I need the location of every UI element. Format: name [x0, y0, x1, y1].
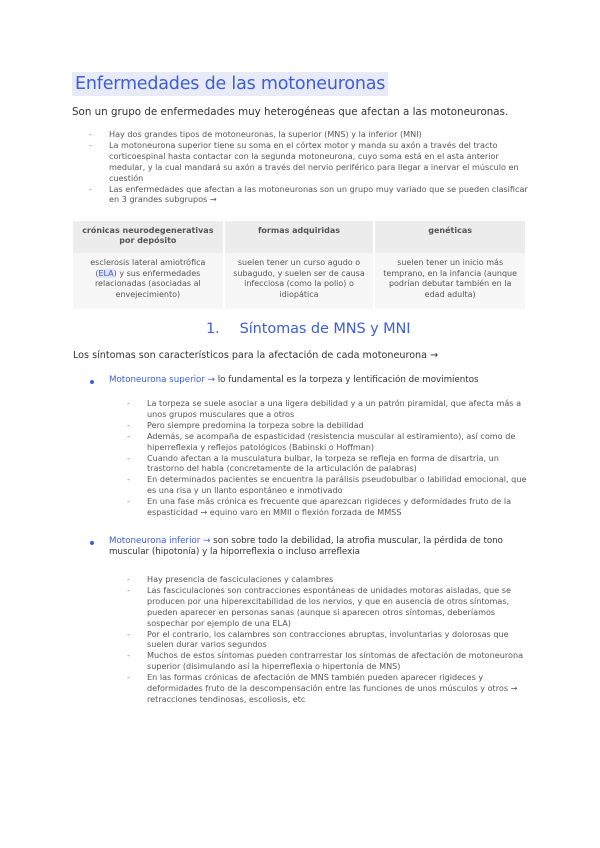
inferior-list [147, 574, 527, 705]
intro-paragraph: Son un grupo de enfermedades muy heterogéneas que afectan a las motoneuronas. [72, 106, 509, 118]
bullet-text [109, 536, 519, 559]
bullet-body: lo fundamental es la torpeza y lentificación de movimientos [214, 375, 479, 385]
list-item: - En las formas crónicas de afectación de MNS también pueden aparecer rigideces y deformidades fruto de la descompensación entre las funciones de unos músculos y otros → retracciones tendinosas, escoliosis, etc [147, 672, 527, 705]
subgroups-table [73, 221, 525, 309]
list-item: - Las enfermedades que afectan a las motoneuronas son un grupo muy variado que se pueden clasificar en 3 grandes subgrupos → [109, 184, 529, 206]
table-header: genéticas [374, 221, 525, 253]
table-header: formas adquiridas [224, 221, 375, 253]
table-cell: suelen tener un curso agudo o subagudo, y suelen ser de causa infecciosa (como la polio) o idiopática [224, 253, 375, 309]
bullet-dot [90, 380, 94, 384]
list-item: - En una fase más crónica es frecuente que aparezcan rigideces y deformidades fruto de la espasticidad → equino varo en MMII o flexión forzada de MMSS [147, 496, 527, 518]
ela-highlight: ELA [98, 268, 114, 278]
title-wrap [72, 72, 388, 96]
superior-bullet [109, 375, 519, 386]
list-item: - La torpeza se suele asociar a una ligera debilidad y a un patrón piramidal, que afecta más a unos grupos musculares que a otros [147, 398, 527, 420]
section-intro: Los síntomas son característicos para la afectación de cada motoneurona → [73, 350, 439, 361]
table-header: crónicas neurodegenerativas por depósito [73, 221, 224, 253]
bullet-text [109, 375, 519, 386]
cell-text: ) y sus enfermedades relacionadas (asociadas al envejecimiento) [94, 268, 201, 299]
list-item: - La motoneurona superior tiene su soma en el córtex motor y manda su axón a través del tracto corticoespinal hasta contactar con la segunda motoneurona, cuyo soma está en el asta anterior medular, y la cual mandará su axón a través del nervio periférico para llegar a inervar el músculo en cuestión [109, 140, 529, 184]
page-title: Enfermedades de las motoneuronas [72, 72, 388, 96]
list-item: - Las fasciculaciones son contracciones espontáneas de unidades motoras aisladas, que se producen por una hiperexcitabilidad de los nervios, y que en ausencia de otros síntomas, pueden aparecer en personas sanas (aunque si aparecen otros síntomas, deberíamos sospechar por ejemplo de una ELA) [147, 585, 527, 629]
list-item: - Hay presencia de fasciculaciones y calambres [147, 574, 527, 585]
table-cell [73, 253, 224, 309]
list-item: - Cuando afectan a la musculatura bulbar, la torpeza se refleja en forma de disartria, un trastorno del habla (concretamente de la articulación de palabras) [147, 453, 527, 475]
superior-list [147, 398, 527, 518]
keyword-superior: Motoneurona superior → [109, 375, 215, 385]
bullet-body: son sobre todo la debilidad, la atrofia muscular, la pérdida de tono muscular (hipotonía) y la hiporreflexia o incluso arreflexia [109, 536, 503, 558]
table-cell: suelen tener un inicio más temprano, en la infancia (aunque podrían debutar también en la edad adulta) [374, 253, 525, 309]
list-item: - Hay dos grandes tipos de motoneuronas, la superior (MNS) y la inferior (MNI) [109, 129, 529, 140]
keyword-inferior: Motoneurona inferior → [109, 536, 211, 546]
intro-list [109, 129, 529, 205]
list-item: - En determinados pacientes se encuentra la parálisis pseudobulbar o labilidad emocional, que es una risa y un llanto espontáneo e inmotivado [147, 474, 527, 496]
list-item: - Además, se acompaña de espasticidad (resistencia muscular al estiramiento), así como de hiperreflexia y reflejos patológicos (Babinski o Hoffman) [147, 431, 527, 453]
bullet-dot [90, 541, 94, 545]
section-title: Síntomas de MNS y MNI [239, 321, 411, 337]
cell-text: esclerosis lateral amiotrófica ( [90, 258, 206, 278]
list-item: - Pero siempre predomina la torpeza sobre la debilidad [147, 420, 527, 431]
list-item: - Muchos de estos síntomas pueden contrarrestar los síntomas de afectación de motoneurona superior (disimulando así la hiperreflexia o hipertonía de MNS) [147, 650, 527, 672]
section-number: 1. [206, 321, 220, 337]
inferior-bullet [109, 536, 519, 559]
list-item: - Por el contrario, los calambres son contracciones abruptas, involuntarias y dolorosas que suelen durar varios segundos [147, 629, 527, 651]
section-heading [206, 321, 410, 337]
